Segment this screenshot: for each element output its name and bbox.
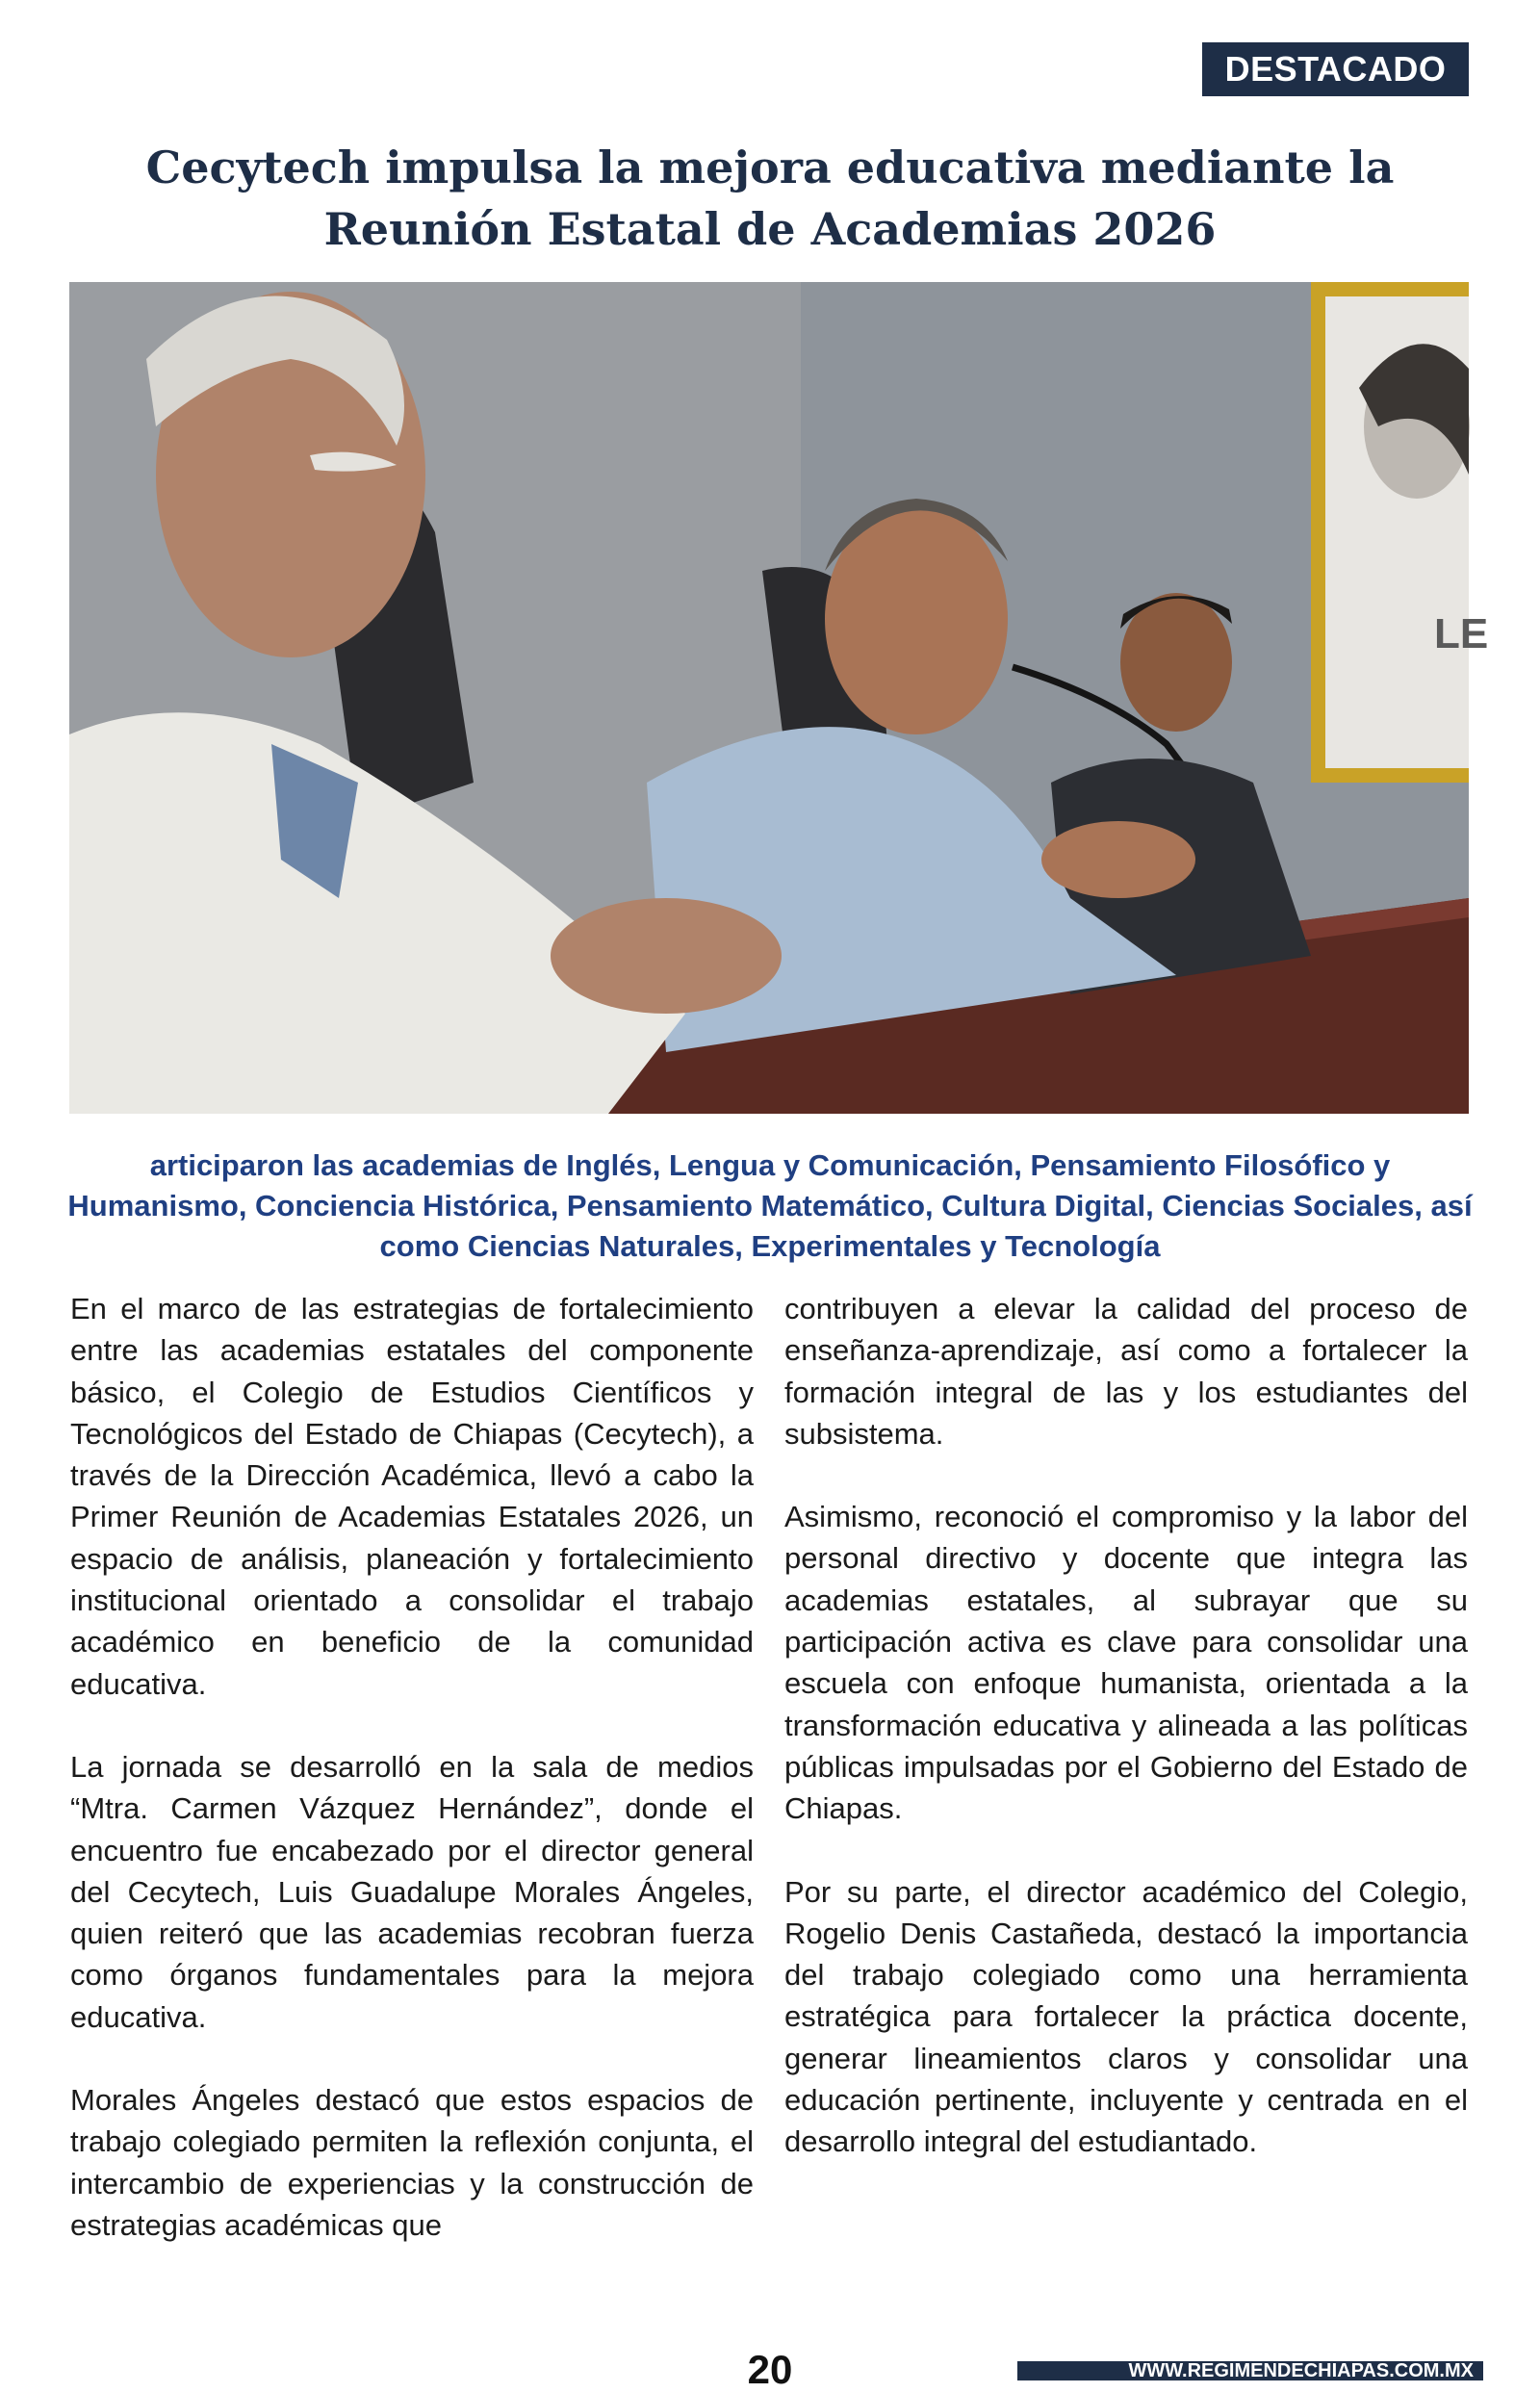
page-number: 20 bbox=[747, 2347, 793, 2392]
body-paragraph: La jornada se desarrolló en la sala de medios “Mtra. Carmen Vázquez Hernández”, donde el encuentro fue encabezado por el director general del Cecytech, Luis Guadalupe Morales Ángeles, quien reiteró que las academias recobran fuerza como órganos fundamentales para la mejora educativa. bbox=[70, 1749, 754, 2034]
body-paragraph: Morales Ángeles destacó que estos espacios de trabajo colegiado permiten la reflexión conjunta, el intercambio de experiencias y la construcción de estrategias académicas que bbox=[70, 2083, 754, 2242]
body-paragraph: Por su parte, el director académico del Colegio, Rogelio Denis Castañeda, destacó la importancia del trabajo colegiado como una herramienta estratégica para fortalecer la práctica docente, generar lineamientos claros y consolidar una educación pertinente, incluyente y centrada en el desarrollo integral del estudiantado. bbox=[784, 1874, 1468, 2159]
article-headline: Cecytech impulsa la mejora educativa mediante la Reunión Estatal de Academias 2026 bbox=[145, 142, 1395, 255]
body-column-left bbox=[70, 1288, 754, 2287]
body-paragraph: Asimismo, reconoció el compromiso y la labor del personal directivo y docente que integra las academias estatales, al subrayar que su participación activa es clave para consolidar una escuela con enfoque humanista, orientada a la transformación educativa y alineada a las políticas públicas impulsadas por el Gobierno del Estado de Chiapas. bbox=[784, 1500, 1468, 1826]
article-photo bbox=[69, 282, 1489, 1114]
body-column-right bbox=[784, 1288, 1468, 2204]
footer-website-link[interactable]: WWW.REGIMENDECHIAPAS.COM.MX bbox=[1017, 2361, 1483, 2380]
section-tag: DESTACADO bbox=[1202, 42, 1469, 96]
photo-caption: articiparon las academias de Inglés, Lengua y Comunicación, Pensamiento Filosófico y Humanismo, Conciencia Histórica, Pensamiento Matemático, Cultura Digital, Ciencias Sociales, así como Ciencias Naturales, Experimentales y Tecnología bbox=[67, 1148, 1473, 1263]
body-paragraph: En el marco de las estrategias de fortalecimiento entre las academias estatales del componente básico, el Colegio de Estudios Científicos y Tecnológicos del Estado de Chiapas (Cecytech), a través de la Dirección Académica, llevó a cabo la Primer Reunión de Academias Estatales 2026, un espacio de análisis, planeación y fortalecimiento institucional orientado a consolidar el trabajo académico en beneficio de la comunidad educativa. bbox=[70, 1292, 754, 1701]
photo-illustration bbox=[69, 282, 1489, 1114]
body-paragraph: contribuyen a elevar la calidad del proceso de enseñanza-aprendizaje, así como a fortalecer la formación integral de las y los estudiantes del subsistema. bbox=[784, 1292, 1468, 1451]
portrait-sign-text: LE bbox=[1434, 610, 1489, 657]
